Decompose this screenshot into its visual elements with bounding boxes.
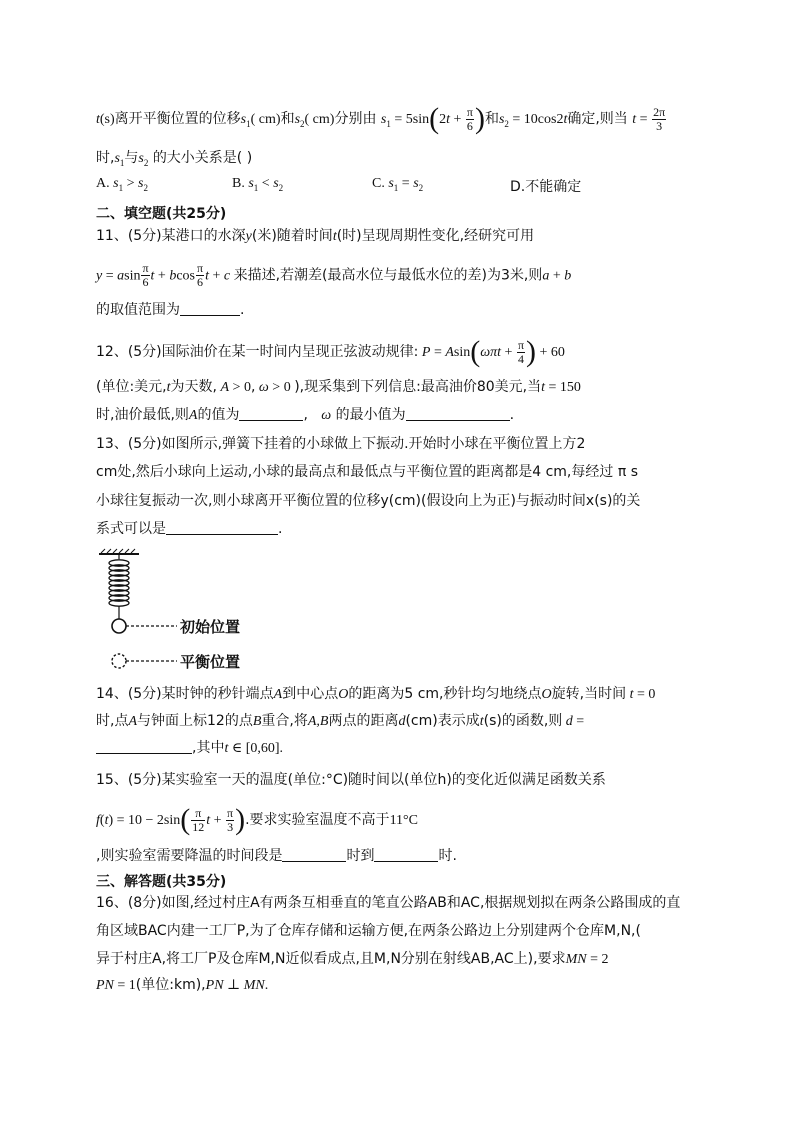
option-a: A. $s_1 > s_2$ <box>96 176 148 193</box>
ball-equilibrium <box>112 654 126 668</box>
q12-line1: 12、(5分)国际油价在某一时间内呈现正弦波动规律: P = Asin(ωπt + $\frac{\pi}{4}$ ) + 60 <box>96 335 565 368</box>
answer-blank[interactable] <box>406 406 510 421</box>
q16-line3: 异于村庄A,将工厂P及仓库M,N近似看成点,且M,N分别在射线AB,AC上),要求MN = 2 <box>96 951 609 967</box>
initial-position-label: 初始位置 <box>180 618 241 636</box>
q15-line2: f(t) = 10 − 2sin( $\frac{\pi}{12}$ t + $\frac{\pi}{3}$ ).要求实验室温度不高于11°C <box>96 803 418 836</box>
q14-line1: 14、(5分)某时钟的秒针端点A到中心点O的距离为5 cm,秒针均匀地绕点O旋转,当时间 t = 0 <box>96 686 656 702</box>
q16-line2: 角区域BAC内建一工厂P,为了仓库存储和运输方便,在两条公路边上分别建两个仓库M,N,( <box>96 923 641 939</box>
q16-line4: PN = 1(单位:km),PN ⊥ MN. <box>96 977 269 993</box>
q10-line1: t(s)离开平衡位置的位移$s_1$( cm)和$s_2$( cm)分别由 $s_1 = 5\sin(2t$ + $\frac{\pi}{6}$ )和$s_2 = 10\cos 2t$确定,则当 t = $\frac{2\pi}{3}$ <box>96 102 666 135</box>
q10-line2: 时$,s_1$与$s_2$ 的大小关系是( ) <box>96 150 253 168</box>
q11-line1: 11、(5分)某港口的水深y(米)随着时间t(时)呈现周期性变化,经研究可用 <box>96 228 535 244</box>
two-pi-over-3: $\frac{2\pi}{3}$ <box>653 104 666 133</box>
answer-blank[interactable] <box>96 739 192 754</box>
option-d: D.不能确定 <box>510 179 582 195</box>
q13-line4: 系式可以是 . <box>96 521 283 537</box>
q14-line2: 时,点A与钟面上标12的点B重合,将A,B两点的距离d(cm)表示成t(s)的函数,则 d = <box>96 713 585 729</box>
spring-coil <box>109 560 129 606</box>
q11-line3: 的取值范围为 . <box>96 302 245 318</box>
q13-line2: cm处,然后小球向上运动,小球的最高点和最低点与平衡位置的距离都是4 cm,每经过 π s <box>96 464 638 480</box>
q12-line3: 时,油价最低,则A的值为 , ω 的最小值为 . <box>96 407 515 423</box>
answer-blank[interactable] <box>239 406 303 421</box>
answer-blank[interactable] <box>374 847 438 862</box>
section-3-title: 三、解答题(共35分) <box>96 874 227 890</box>
answer-blank[interactable] <box>180 301 240 316</box>
option-b: B. $s_1 < s_2$ <box>232 176 284 193</box>
ball-initial <box>112 619 126 633</box>
equilibrium-position-label: 平衡位置 <box>180 653 241 671</box>
q14-line3: ,其中t ∈ [0,60]. <box>96 738 283 759</box>
q10-text: 离开平衡位置的位移 <box>114 111 241 127</box>
q11-line2: y = asin $\frac{\pi}{6}$ t + bcos $\frac{\pi}{6}$ t + c 来描述,若潮差(最高水位与最低水位的差)为3米,则a + b <box>96 261 572 289</box>
q13-line3: 小球往复振动一次,则小球离开平衡位置的位移y(cm)(假设向上为正)与振动时间x(s)的关 <box>96 493 641 509</box>
option-c: C. $s_1 = s_2$ <box>372 176 424 193</box>
q13-line1: 13、(5分)如图所示,弹簧下挂着的小球做上下振动.开始时小球在平衡位置上方2 <box>96 436 586 452</box>
answer-blank[interactable] <box>166 520 278 535</box>
section-2-title: 二、填空题(共25分) <box>96 206 227 222</box>
q15-line1: 15、(5分)某实验室一天的温度(单位:°C)随时间以(单位h)的变化近似满足函数关系 <box>96 772 606 788</box>
answer-blank[interactable] <box>282 847 346 862</box>
q12-line2: (单位:美元,t为天数, A > 0, ω > 0 ),现采集到下列信息:最高油价80美元,当t = 150 <box>96 379 581 395</box>
q16-line1: 16、(8分)如图,经过村庄A有两条互相垂直的笔直公路AB和AC,根据规划拟在两条公路围成的直 <box>96 895 681 911</box>
q15-line3: ,则实验室需要降温的时间段是 时到 时. <box>96 848 457 864</box>
pi-over-6: $\frac{\pi}{6}$ <box>466 104 473 133</box>
